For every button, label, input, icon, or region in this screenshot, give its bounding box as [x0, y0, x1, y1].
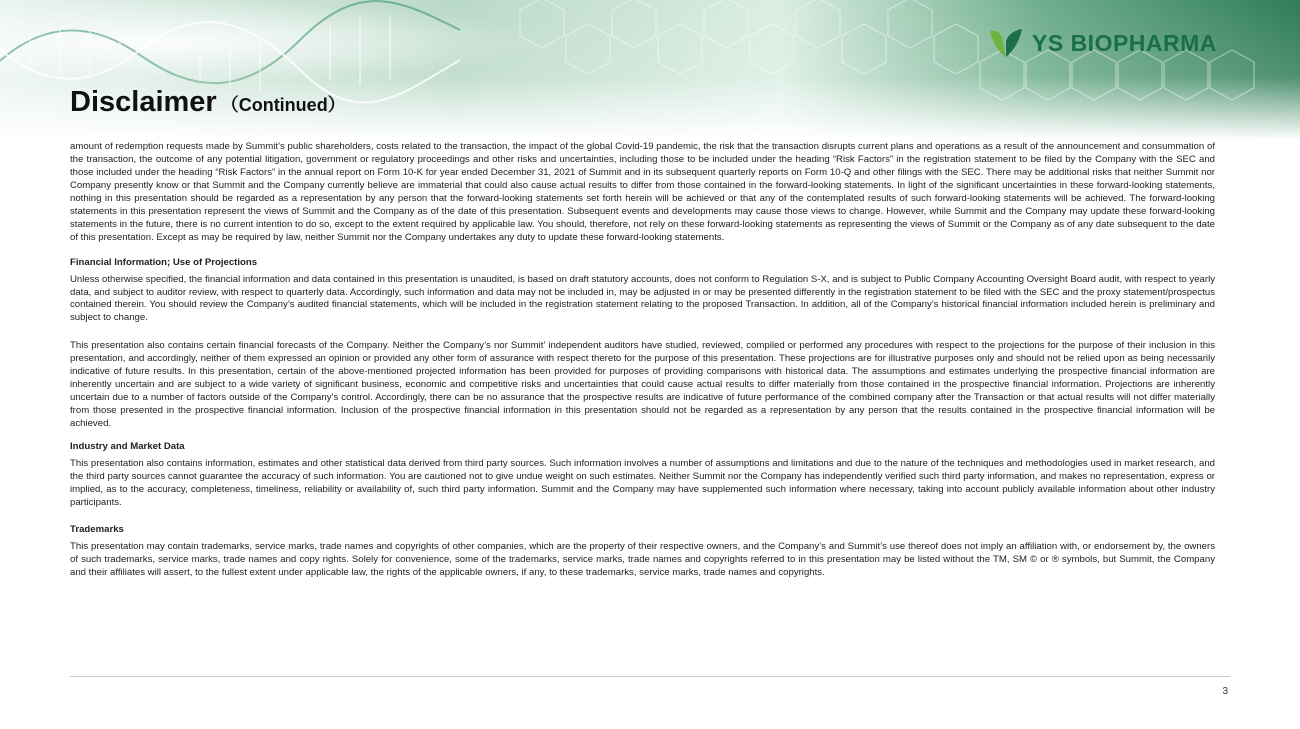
title-subtitle: （Continued） [220, 95, 346, 115]
financial-paragraph-1: Unless otherwise specified, the financial information and data contained in this presentation is unaudited, is based on draft statutory accounts, does not conform to Regulation S-X, and is subject to Public Company Accounting Oversight Board audit, with respect to yearly data, and subject to auditor review, with respect to quarterly data. Accordingly, such information and data may not be included in, may be adjusted in or may be presented differently in the registration statement to be filed with the SEC and the proxy statement/prospectus contained therein. You should review the Company’s audited financial statements, which will be included in the registration statement relating to the proposed Transaction. In addition, all of the Company’s historical financial information included herein is preliminary and subject to change. [70, 273, 1215, 324]
header-banner [0, 0, 1300, 140]
trademarks-heading: Trademarks [70, 523, 124, 535]
ys-logo-icon [988, 27, 1024, 59]
banner-background [0, 0, 1300, 140]
footer-divider [70, 676, 1230, 677]
trademarks-paragraph: This presentation may contain trademarks, service marks, trade names and copyrights of other companies, which are the property of their respective owners, and the Company’s and Summit’s use thereof does not imply an affiliation with, or endorsement by, the owners of such trademarks, service marks, trade names and copy rights. Solely for convenience, some of the trademarks, service marks, trade names and copyrights referred to in this presentation may be listed without the TM, SM © or ® symbols, but Summit, the Company and their affiliates will assert, to the fullest extent under applicable law, the rights of the applicable owners, if any, to these trademarks, service marks, trade names and copyrights. [70, 540, 1215, 578]
title-main: Disclaimer [70, 86, 217, 118]
financial-heading: Financial Information; Use of Projections [70, 256, 258, 268]
industry-paragraph: This presentation also contains information, estimates and other statistical data derived from third party sources. Such information involves a number of assumptions and limitations and due to the nature of the techniques and methodologies used in market research, and the third party sources cannot guarantee the accuracy of such information. You are cautioned not to give undue weight on such estimates. Neither Summit nor the Company has independently verified such third party information, and makes no representation, express or implied, as to the accuracy, completeness, timeliness, reliability or availability of, such third party information. Summit and the Company may have supplemented such information where necessary, taking into account publicly available information about other industry participants. [70, 458, 1215, 508]
disclaimer-body [70, 141, 1215, 580]
page-title [70, 86, 346, 119]
intro-paragraph: amount of redemption requests made by Summit’s public shareholders, costs related to the transaction, the impact of the global Covid-19 pandemic, the risk that the transaction disrupts current plans and operations as a result of the announcement and consummation of the transaction, the outcome of any potential litigation, government or regulatory proceedings and other risks and uncertainties, including those to be included under the heading “Risk Factors” in the registration statement to be filed by the Company with the SEC and those included under the heading “Risk Factors” in the annual report on Form 10-K for year ended December 31, 2021 of Summit and in its subsequent quarterly reports on Form 10-Q and other filings with the SEC. There may be additional risks that neither Summit nor Company presently know or that Summit and the Company currently believe are immaterial that could also cause actual results to differ from those contained in the forward-looking statements. In light of the significant uncertainties in these forward-looking statements, nothing in this presentation should be regarded as a representation by any person that the forward-looking statements set forth herein will be achieved or that any of the contemplated results of such forward-looking statements will be achieved. The forward-looking statements in this presentation represent the views of Summit and the Company as of the date of this presentation. Subsequent events and developments may cause those views to change. However, while Summit and the Company may update these forward-looking statements in the future, there is no current intention to do so, except to the extent required by applicable law. You should, therefore, not rely on these forward-looking statements as representing the views of Summit or the Company as of any date subsequent to the date of this presentation. Except as may be required by law, neither Summit nor the Company undertakes any duty to update these forward-looking statements. [70, 141, 1215, 243]
industry-heading: Industry and Market Data [70, 441, 185, 453]
logo-text: YS BIOPHARMA [1032, 29, 1217, 56]
financial-paragraph-2: This presentation also contains certain financial forecasts of the Company. Neither the Company’s nor Summit’ independent auditors have studied, reviewed, compiled or performed any procedures with respect to the projections for the purpose of their inclusion in this presentation, and accordingly, neither of them expressed an opinion or provided any other form of assurance with respect thereto for the purpose of this presentation. These projections are for illustrative purposes only and should not be relied upon as being necessarily indicative of future results. In this presentation, certain of the above-mentioned projected information has been provided for purposes of providing comparisons with historical data. The assumptions and estimates underlying the prospective financial information are inherently uncertain and are subject to a wide variety of significant business, economic and competitive risks and uncertainties that could cause actual results to differ materially from those contained in the prospective financial information. Projections are inherently uncertain due to a number of factors outside of the Company’s control. Accordingly, there can be no assurance that the prospective results are indicative of future performance of the combined company after the Transaction or that actual results will not differ materially from those presented in the prospective financial information. Inclusion of the prospective financial information in this presentation should not be regarded as a representation by any person that the results contained in the prospective financial information will be achieved. [70, 340, 1215, 430]
company-logo [988, 26, 1217, 60]
page-number: 3 [1222, 686, 1228, 697]
